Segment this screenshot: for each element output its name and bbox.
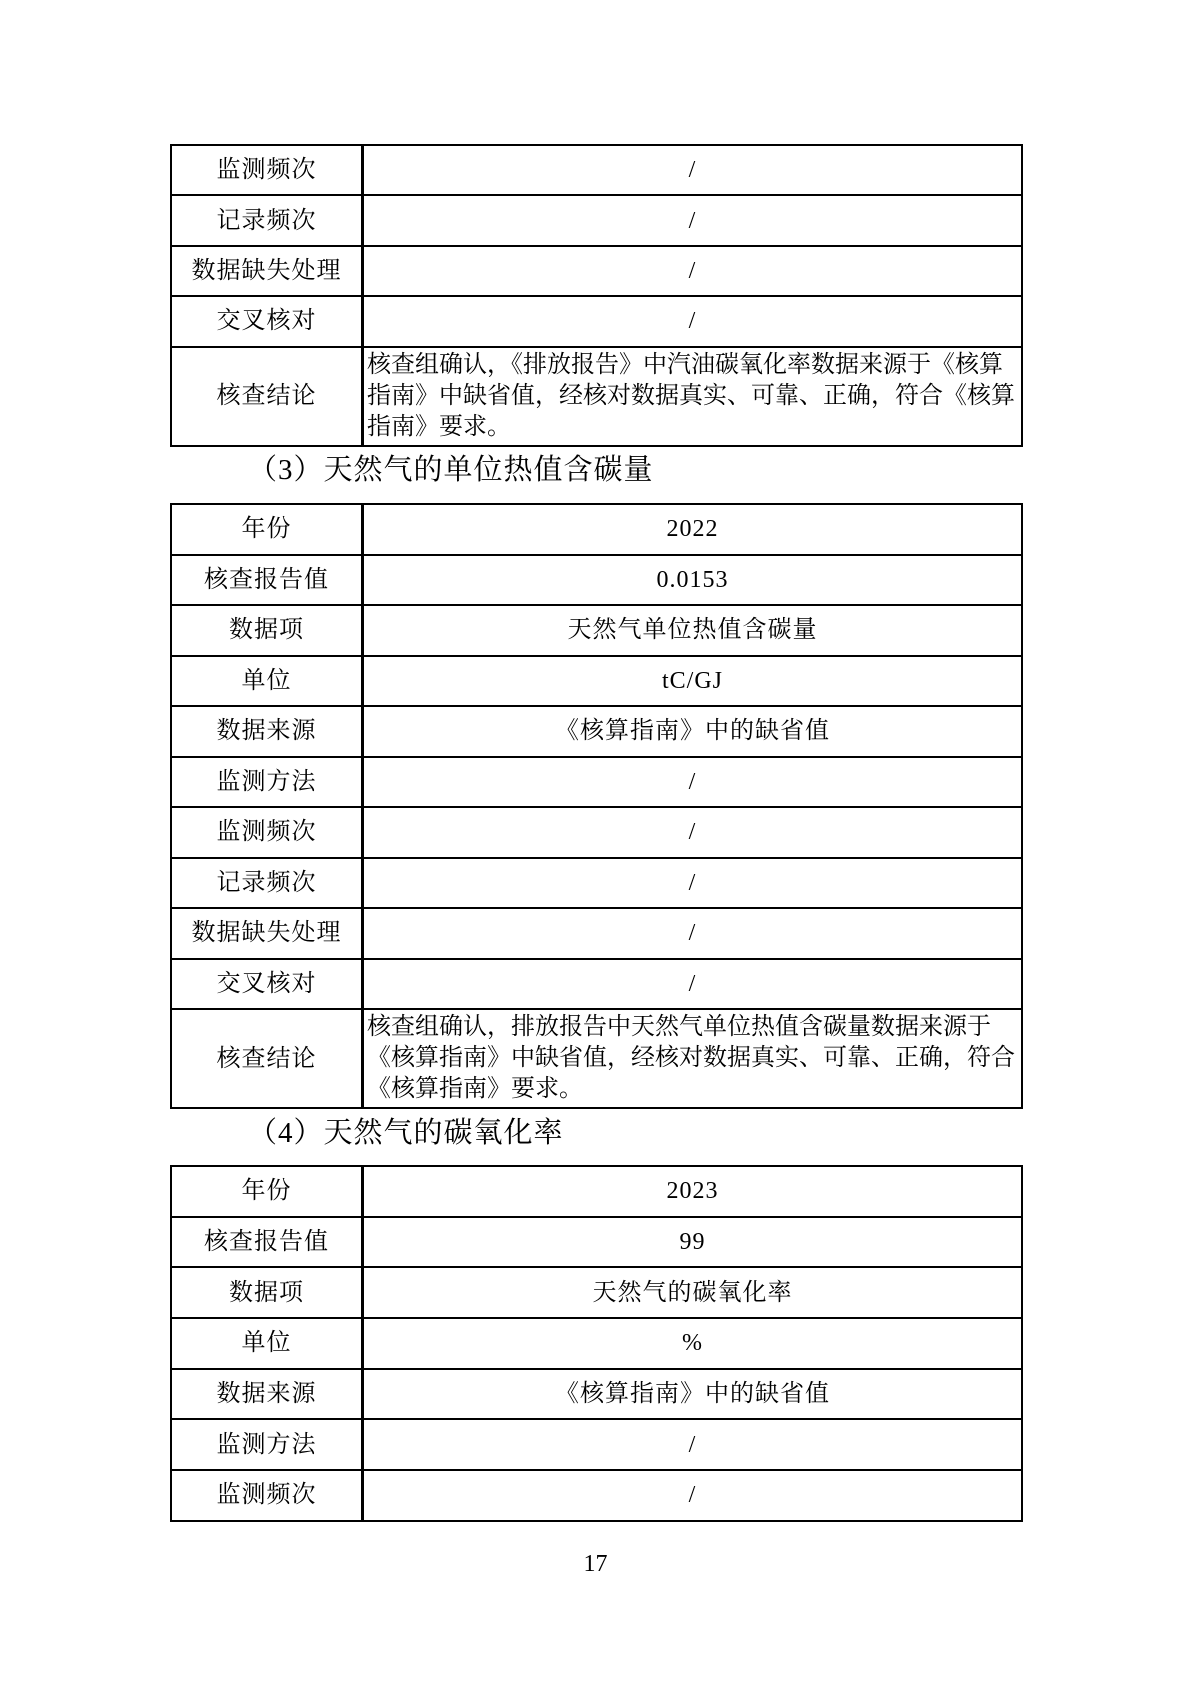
table-row (171, 246, 1022, 296)
table-row (171, 858, 1022, 909)
table-row (171, 656, 1022, 707)
row-value: 核查组确认，排放报告中天然气单位热值含碳量数据来源于《核算指南》中缺省值，经核对数据真实、可靠、正确，符合《核算指南》要求。 (363, 1009, 1023, 1108)
row-label: 核查报告值 (171, 555, 363, 606)
row-value: 99 (363, 1217, 1023, 1268)
section-heading-4: （4）天然气的碳氧化率 (248, 1117, 564, 1149)
row-value: tC/GJ (363, 656, 1023, 707)
row-value: 2023 (363, 1166, 1023, 1217)
row-value: 2022 (363, 504, 1023, 555)
table-row (171, 1267, 1022, 1318)
row-label: 数据来源 (171, 1369, 363, 1420)
row-value: / (363, 145, 1023, 195)
table-row (171, 145, 1022, 195)
row-label: 年份 (171, 504, 363, 555)
row-value: / (363, 246, 1023, 296)
row-value: 《核算指南》中的缺省值 (363, 1369, 1023, 1420)
row-value: % (363, 1318, 1023, 1369)
row-label: 交叉核对 (171, 296, 363, 346)
row-value: / (363, 807, 1023, 858)
verification-table-ng-oxidation-rate (170, 1165, 1023, 1522)
table-row (171, 1217, 1022, 1268)
row-label: 数据缺失处理 (171, 246, 363, 296)
page-number: 17 (583, 1551, 608, 1577)
table-row (171, 555, 1022, 606)
row-value: 《核算指南》中的缺省值 (363, 706, 1023, 757)
row-label: 交叉核对 (171, 959, 363, 1010)
row-label: 数据项 (171, 1267, 363, 1318)
table-row (171, 347, 1022, 446)
section-heading-3: （3）天然气的单位热值含碳量 (248, 454, 654, 486)
row-label: 记录频次 (171, 195, 363, 245)
row-label: 记录频次 (171, 858, 363, 909)
table-row (171, 1166, 1022, 1217)
row-value: / (363, 1470, 1023, 1521)
row-value: / (363, 858, 1023, 909)
row-label: 单位 (171, 656, 363, 707)
table-row (171, 908, 1022, 959)
verification-table-ng-carbon-content (170, 503, 1023, 1109)
table-row (171, 504, 1022, 555)
table-row (171, 296, 1022, 346)
row-label: 单位 (171, 1318, 363, 1369)
table-row (171, 959, 1022, 1010)
row-value: / (363, 757, 1023, 808)
table-row (171, 605, 1022, 656)
row-value: / (363, 908, 1023, 959)
row-value: 0.0153 (363, 555, 1023, 606)
row-label: 监测方法 (171, 1419, 363, 1470)
row-label: 数据来源 (171, 706, 363, 757)
table-row (171, 1009, 1022, 1108)
row-value: 核查组确认，《排放报告》中汽油碳氧化率数据来源于《核算指南》中缺省值，经核对数据真实、可靠、正确，符合《核算指南》要求。 (363, 347, 1023, 446)
table-row (171, 757, 1022, 808)
row-value: 天然气单位热值含碳量 (363, 605, 1023, 656)
row-value: / (363, 1419, 1023, 1470)
verification-table-gasoline-oxidation-partial (170, 144, 1023, 447)
row-label: 核查结论 (171, 347, 363, 446)
table-row (171, 706, 1022, 757)
table-row (171, 807, 1022, 858)
row-label: 数据项 (171, 605, 363, 656)
table-row (171, 1419, 1022, 1470)
row-label: 监测频次 (171, 807, 363, 858)
row-value: / (363, 296, 1023, 346)
row-label: 数据缺失处理 (171, 908, 363, 959)
row-label: 监测频次 (171, 145, 363, 195)
row-label: 年份 (171, 1166, 363, 1217)
table-row (171, 1318, 1022, 1369)
row-value: 天然气的碳氧化率 (363, 1267, 1023, 1318)
row-label: 监测方法 (171, 757, 363, 808)
row-value: / (363, 195, 1023, 245)
table-row (171, 1369, 1022, 1420)
row-label: 监测频次 (171, 1470, 363, 1521)
row-label: 核查报告值 (171, 1217, 363, 1268)
table-row (171, 1470, 1022, 1521)
table-row (171, 195, 1022, 245)
row-label: 核查结论 (171, 1009, 363, 1108)
row-value: / (363, 959, 1023, 1010)
